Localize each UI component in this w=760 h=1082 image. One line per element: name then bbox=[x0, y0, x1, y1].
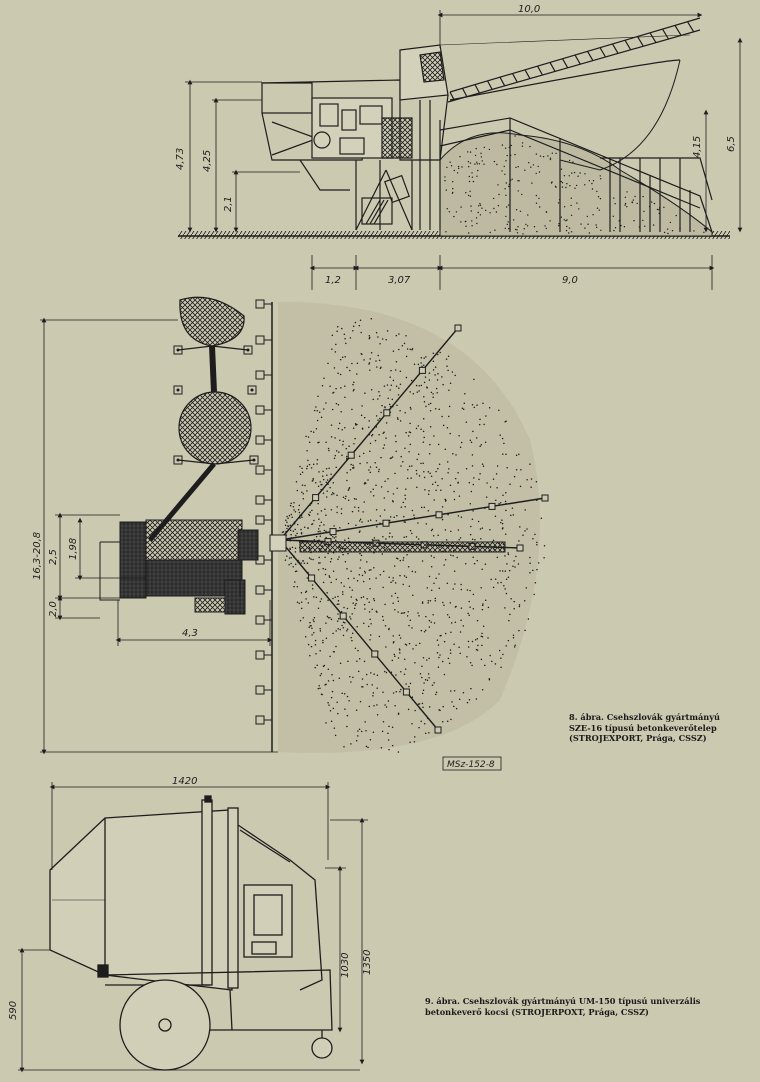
drawing-stamp: MSz-152-8 bbox=[447, 760, 495, 770]
dim-cart-height-b: 1350 bbox=[362, 949, 373, 975]
mixer-cart-drawing bbox=[8, 776, 373, 1070]
mixer-block bbox=[100, 520, 286, 614]
dim-overall-height: 4,73 bbox=[175, 147, 186, 170]
dim-span-c: 9,0 bbox=[562, 275, 578, 286]
figure8-caption-line2: SZE-16 típusú betonkeverőtelep bbox=[569, 722, 717, 733]
fence-posts bbox=[256, 300, 272, 724]
dim-boom-reach: 10,0 bbox=[518, 4, 541, 15]
dim-length: 4,3 bbox=[182, 628, 198, 639]
dim-bin-height: 4,15 bbox=[692, 135, 703, 158]
dim-width-c: 2,0 bbox=[48, 601, 59, 617]
dim-width-b: 1,98 bbox=[68, 537, 79, 560]
figure9-caption-line1: 9. ábra. Csehszlovák gyártmányú UM-150 típusú univerzális bbox=[425, 996, 701, 1006]
mixing-plant-structure bbox=[262, 45, 448, 230]
motor-box bbox=[244, 885, 292, 957]
dim-lower-height: 2,1 bbox=[223, 196, 234, 212]
dim-crane-height: 6,5 bbox=[726, 136, 737, 152]
dim-overall-width: 16,3-20,8 bbox=[32, 531, 43, 580]
figure9-caption-line2: betonkeverő kocsi (STROJERPOXT, Prága, CSSZ) bbox=[425, 1006, 649, 1017]
dim-cart-length: 1420 bbox=[172, 776, 198, 787]
figure9-caption bbox=[425, 996, 700, 1017]
figure8-caption bbox=[569, 712, 720, 744]
cement-silos bbox=[150, 297, 254, 540]
dim-cart-height-a: 1030 bbox=[340, 952, 351, 978]
dim-width-a: 2,5 bbox=[48, 549, 59, 565]
figure8-caption-line1: 8. ábra. Csehszlovák gyártmányú bbox=[569, 712, 720, 722]
elevation-view bbox=[175, 4, 740, 290]
dim-hopper-height: 4,25 bbox=[202, 149, 213, 172]
stockpile-fan bbox=[278, 302, 540, 753]
dim-span-b: 3,07 bbox=[388, 275, 411, 286]
dim-axle-height: 590 bbox=[8, 1000, 19, 1020]
cart-post bbox=[202, 800, 212, 985]
main-boom-lattice bbox=[300, 542, 505, 552]
dim-span-a: 1,2 bbox=[325, 275, 341, 286]
plan-view bbox=[32, 297, 548, 770]
figure8-caption-line3: (STROJEXPORT, Prága, CSSZ) bbox=[569, 733, 707, 743]
